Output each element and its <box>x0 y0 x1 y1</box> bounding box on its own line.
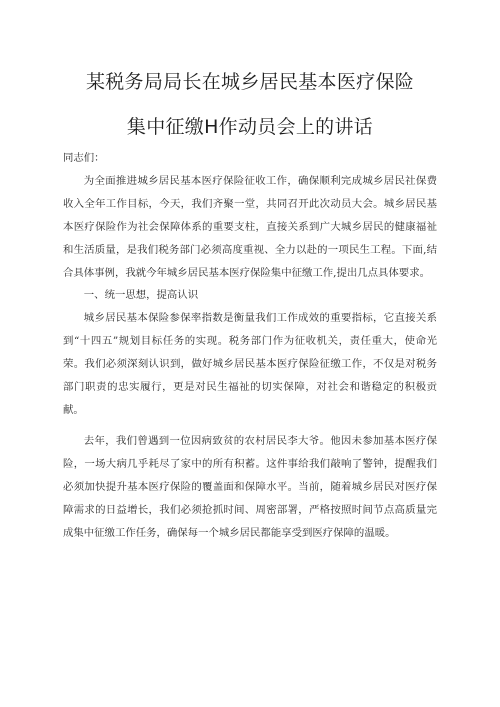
document-title-line-1: 某税务局局长在城乡居民基本医疗保险 <box>85 71 415 93</box>
paragraph-example: 去年，我们曾遇到一位因病致贫的农村居民李大爷。他因未参加基本医疗保险，一场大病几乎耗尽了家中的所有积蓄。这件事给我们敲响了警钟，提醒我们必须加快提升基本医疗保险的覆盖面和保障水平。当前，随着城乡居民对医疗保障需求的日益增长，我们必须抢抓时间、周密部署，严格按照时间节点高质量完成集中征缴工作任务，确保每一个城乡居民都能享受到医疗保障的温暖。 <box>63 434 437 539</box>
paragraph-intro: 为全面推进城乡居民基本医疗保险征收工作，确保顺利完成城乡居民社保费收入全年工作目标，今天，我们齐聚一堂，共同召开此次动员大会。城乡居民基本医疗保险作为社会保障体系的重要支柱，直接关系到广大城乡居民的健康福祉和生活质量，是我们税务部门必须高度重视、全力以赴的一项民生工程。下面,结合具体事例，我就今年城乡居民基本医疗保险集中征缴工作,提出几点具体要求。 <box>63 174 437 279</box>
paragraph-section-1: 城乡居民基本保险参保率指数是衡量我们工作成效的重要指标，它直接关系到“十四五”规划目标任务的实现。税务部门作为征收机关，责任重大，使命光荣。我们必须深刻认识到，做好城乡居民基本医疗保险征缴工作，不仅是对税务部门职责的忠实履行，更是对民生福祉的切实保障，对社会和谐稳定的积极贡献。 <box>63 312 437 416</box>
document-title-line-2: 集中征缴H作动员会上的讲话 <box>126 116 374 138</box>
salutation: 同志们： <box>63 152 105 164</box>
document-body <box>63 147 437 544</box>
section-heading-1: 一、统一思想，提高认识 <box>83 289 199 302</box>
